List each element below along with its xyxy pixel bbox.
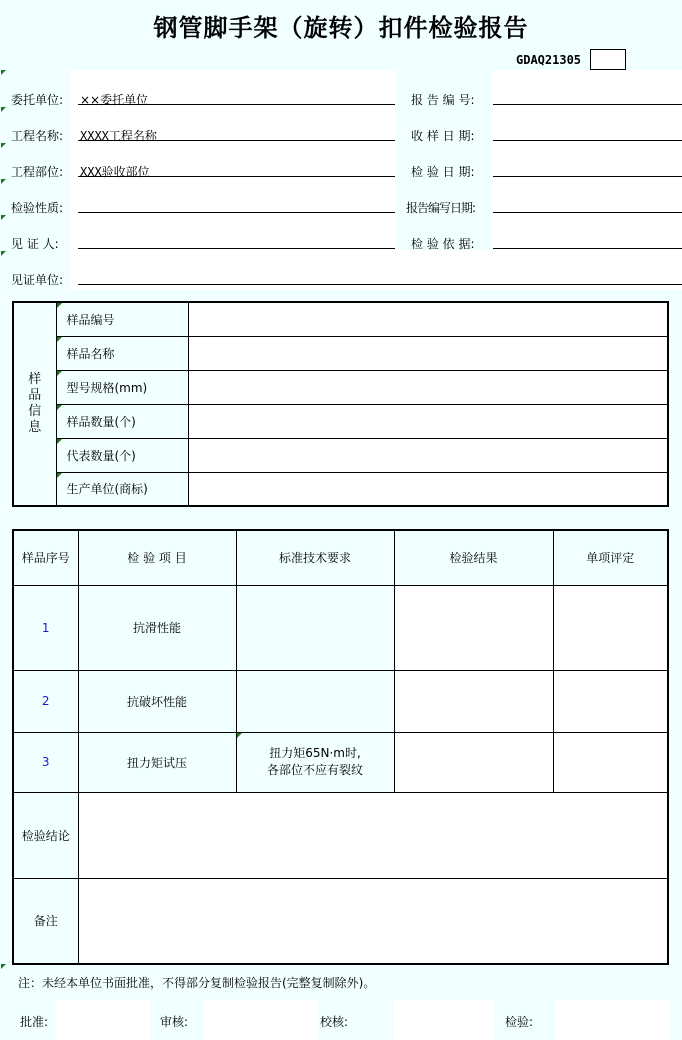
field-underline xyxy=(78,140,395,141)
field-underline xyxy=(78,176,395,177)
sample-quantity-label: 样品数量(个) xyxy=(56,404,188,438)
field-underline xyxy=(493,212,682,213)
table-header-row xyxy=(13,530,668,585)
field-underline xyxy=(78,248,395,249)
table-row xyxy=(13,472,668,506)
manufacturer-label: 生产单位(商标) xyxy=(56,472,188,506)
field-underline xyxy=(493,104,682,105)
table-row xyxy=(13,670,668,732)
cell-marker-icon xyxy=(57,371,62,376)
row-rating[interactable] xyxy=(553,670,668,732)
table-row xyxy=(13,438,668,472)
cell-marker-icon xyxy=(1,70,6,75)
signature-check-label: 校核: xyxy=(320,1015,349,1029)
field-label: 检验性质: xyxy=(11,201,64,215)
row-number: 3 xyxy=(13,732,78,792)
cell-marker-icon xyxy=(1,143,6,148)
signature-review-label: 审核: xyxy=(160,1015,189,1029)
cell-marker-icon xyxy=(57,303,62,308)
table-row xyxy=(13,732,668,792)
row-requirement[interactable] xyxy=(236,670,394,732)
row-rating[interactable] xyxy=(553,732,668,792)
row-item: 抗破坏性能 xyxy=(78,670,236,732)
row-requirement[interactable]: 扭力矩65N·m时, 各部位不应有裂纹 xyxy=(236,732,394,792)
cell-marker-icon xyxy=(57,405,62,410)
row-item: 扭力矩试压 xyxy=(78,732,236,792)
field-label: 见证单位: xyxy=(11,273,64,287)
signature-review-area[interactable] xyxy=(204,1000,317,1040)
conclusion-value[interactable] xyxy=(78,792,668,878)
manufacturer-value[interactable] xyxy=(188,472,668,506)
form-code: GDAQ21305 xyxy=(516,53,582,67)
cell-marker-icon xyxy=(1,964,6,969)
row-rating[interactable] xyxy=(553,585,668,670)
row-result[interactable] xyxy=(394,585,553,670)
cell-marker-icon xyxy=(57,439,62,444)
row-result[interactable] xyxy=(394,670,553,732)
sample-info-group-label: 样品信息 xyxy=(13,302,56,506)
table-row xyxy=(13,585,668,670)
field-underline xyxy=(493,176,682,177)
field-label: 报告编写日期: xyxy=(406,201,476,215)
col-header-result: 检验结果 xyxy=(394,530,553,585)
sample-name-label: 样品名称 xyxy=(56,336,188,370)
col-header-requirement: 标准技术要求 xyxy=(236,530,394,585)
signature-approve-area[interactable] xyxy=(56,1000,151,1040)
sample-info-table xyxy=(12,301,669,507)
project-name-value[interactable]: XXXX工程名称 xyxy=(80,129,157,143)
field-label: 工程部位: xyxy=(11,165,64,179)
represent-quantity-label: 代表数量(个) xyxy=(56,438,188,472)
cell-marker-icon xyxy=(57,473,62,478)
field-underline xyxy=(493,140,682,141)
col-header-item: 检 验 项 目 xyxy=(78,530,236,585)
table-row xyxy=(13,302,668,336)
field-underline xyxy=(493,248,682,249)
sample-number-value[interactable] xyxy=(188,302,668,336)
field-underline xyxy=(78,212,395,213)
client-value[interactable]: ××委托单位 xyxy=(80,93,149,107)
remarks-label: 备注 xyxy=(13,878,78,964)
copy-notice: 注：未经本单位书面批准，不得部分复制检验报告(完整复制除外)。 xyxy=(18,976,376,990)
info-right-white-area xyxy=(492,70,682,255)
model-spec-value[interactable] xyxy=(188,370,668,404)
field-underline xyxy=(78,104,395,105)
row-number: 2 xyxy=(13,670,78,732)
cell-marker-icon xyxy=(1,215,6,220)
cell-marker-icon xyxy=(1,251,6,256)
sample-number-label: 样品编号 xyxy=(56,302,188,336)
field-label: 委托单位: xyxy=(11,93,64,107)
conclusion-label: 检验结论 xyxy=(13,792,78,878)
col-header-rating: 单项评定 xyxy=(553,530,668,585)
conclusion-row xyxy=(13,792,668,878)
table-row xyxy=(13,370,668,404)
row-result[interactable] xyxy=(394,732,553,792)
row-item: 抗滑性能 xyxy=(78,585,236,670)
represent-quantity-value[interactable] xyxy=(188,438,668,472)
remarks-value[interactable] xyxy=(78,878,668,964)
table-row xyxy=(13,336,668,370)
field-underline xyxy=(78,284,682,285)
field-label: 见 证 人: xyxy=(11,237,59,251)
inspection-table xyxy=(12,529,669,965)
signature-inspect-label: 检验: xyxy=(505,1015,534,1029)
table-row xyxy=(13,404,668,438)
cell-marker-icon xyxy=(1,107,6,112)
project-part-value[interactable]: XXX验收部位 xyxy=(80,165,150,179)
col-header-sample-no: 样品序号 xyxy=(13,530,78,585)
row-number: 1 xyxy=(13,585,78,670)
form-code-box[interactable] xyxy=(590,49,626,70)
field-label: 收 样 日 期: xyxy=(411,129,475,143)
signature-inspect-area[interactable] xyxy=(555,1000,670,1040)
signature-approve-label: 批准: xyxy=(20,1015,49,1029)
sample-name-value[interactable] xyxy=(188,336,668,370)
field-label: 报 告 编 号: xyxy=(411,93,475,107)
cell-marker-icon xyxy=(237,733,242,738)
field-label: 工程名称: xyxy=(11,129,64,143)
cell-marker-icon xyxy=(57,337,62,342)
sample-quantity-value[interactable] xyxy=(188,404,668,438)
report-title: 钢管脚手架（旋转）扣件检验报告 xyxy=(153,14,529,42)
field-label: 检 验 日 期: xyxy=(411,165,475,179)
remarks-row xyxy=(13,878,668,964)
signature-check-area[interactable] xyxy=(393,1000,493,1040)
cell-marker-icon xyxy=(1,179,6,184)
row-requirement[interactable] xyxy=(236,585,394,670)
field-label: 检 验 依 据: xyxy=(411,237,475,251)
model-spec-label: 型号规格(mm) xyxy=(56,370,188,404)
